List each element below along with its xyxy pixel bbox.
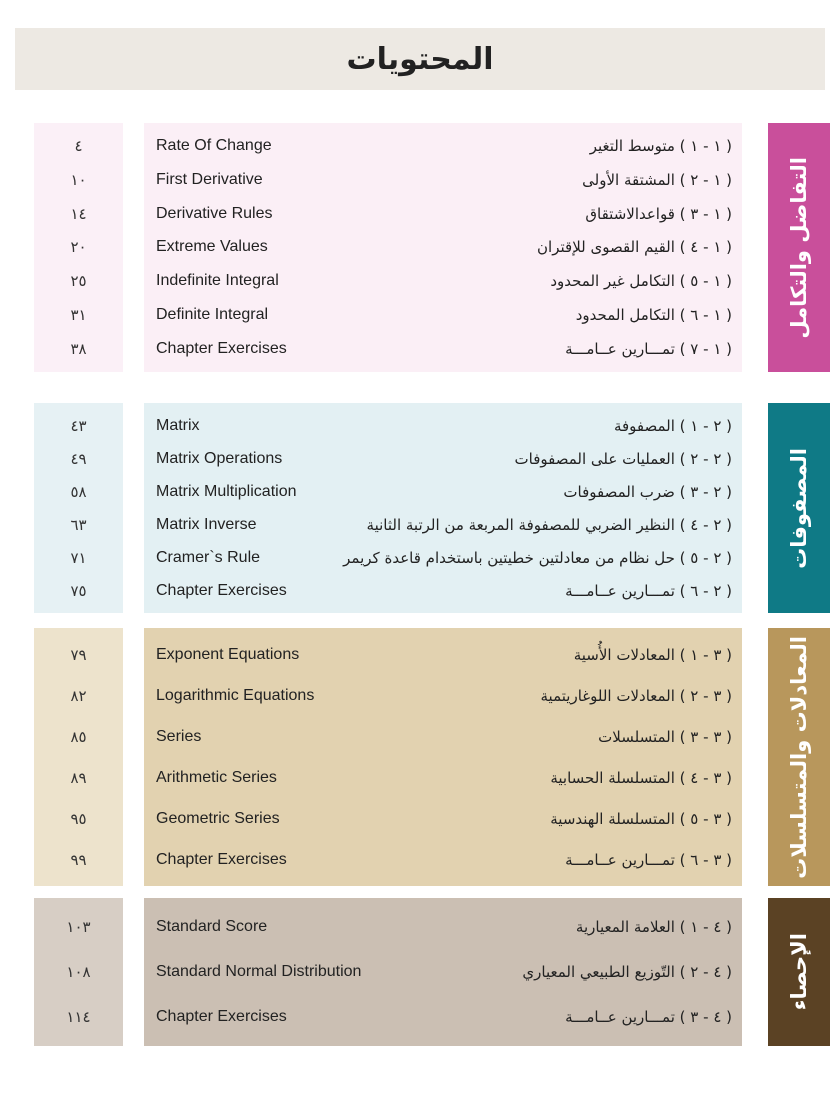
- lesson-title-english: Cramer`s Rule: [156, 548, 261, 566]
- page-number[interactable]: ٥٨: [70, 482, 87, 501]
- toc-entry[interactable]: [144, 483, 742, 501]
- lesson-title-arabic: ( ٣ - ٢ ) المعادلات اللوغاريتمية: [540, 686, 732, 705]
- toc-entry[interactable]: [144, 417, 742, 435]
- lesson-title-arabic: ( ١ - ٦ ) التكامل المحدود: [575, 306, 732, 325]
- page-number[interactable]: ٧٩: [70, 645, 87, 664]
- lesson-title-english: Chapter Exercises: [156, 339, 287, 357]
- lesson-title-english: Matrix Inverse: [156, 515, 257, 533]
- page-number[interactable]: ٤٩: [70, 449, 87, 468]
- lesson-title-english: Indefinite Integral: [156, 272, 279, 290]
- toc-entry[interactable]: [144, 769, 742, 787]
- lesson-title-arabic: ( ١ - ١ ) متوسط التغير: [589, 136, 732, 155]
- toc-entry[interactable]: [144, 687, 742, 705]
- lesson-title-english: Geometric Series: [156, 809, 280, 827]
- lesson-title-english: Matrix: [156, 416, 200, 434]
- lesson-title-english: Exponent Equations: [156, 645, 300, 663]
- lesson-title-english: Standard Normal Distribution: [156, 962, 362, 980]
- toc-entry[interactable]: [144, 171, 742, 189]
- lesson-list: [144, 123, 742, 372]
- toc-entry[interactable]: [144, 582, 742, 600]
- page-number[interactable]: ٤: [74, 136, 83, 155]
- toc-entry[interactable]: [144, 450, 742, 468]
- lesson-title-arabic: ( ٢ - ٤ ) النظير الضربي للمصفوفة المربعة من الرتبة الثانية: [366, 515, 732, 534]
- toc-entry[interactable]: [144, 646, 742, 664]
- toc-entry[interactable]: [144, 516, 742, 534]
- page-number[interactable]: ١٠٨: [66, 962, 91, 981]
- page-number[interactable]: ٢٠: [70, 238, 87, 257]
- lesson-title-english: Definite Integral: [156, 306, 269, 324]
- lesson-title-arabic: ( ١ - ٤ ) القيم القصوى للإقتران: [537, 238, 732, 257]
- toc-entry[interactable]: [144, 728, 742, 746]
- lesson-title-arabic: ( ٣ - ٥ ) المتسلسلة الهندسية: [550, 809, 732, 828]
- page-number[interactable]: ٣١: [70, 306, 87, 325]
- lesson-list: [144, 628, 742, 886]
- chapter-section: [0, 628, 838, 886]
- toc-entry[interactable]: [144, 205, 742, 223]
- page-number-column: [34, 123, 123, 372]
- toc-entry[interactable]: [144, 1008, 742, 1026]
- lesson-title-english: Chapter Exercises: [156, 581, 287, 599]
- lesson-title-english: Matrix Multiplication: [156, 482, 297, 500]
- lesson-title-arabic: ( ٤ - ٣ ) تمـــارين عــامـــة: [565, 1008, 732, 1027]
- chapter-section: [0, 403, 838, 613]
- lesson-title-english: Matrix Operations: [156, 449, 283, 467]
- chapter-title: الإحصاء: [787, 933, 811, 1011]
- chapter-title: التفاضل والتكامل: [787, 156, 811, 339]
- page-number-column: [34, 898, 123, 1046]
- lesson-title-english: Logarithmic Equations: [156, 686, 315, 704]
- chapter-section: [0, 123, 838, 372]
- page-number[interactable]: ٨٩: [70, 768, 87, 787]
- toc-entry[interactable]: [144, 851, 742, 869]
- page-number-column: [34, 628, 123, 886]
- lesson-title-arabic: ( ٣ - ١ ) المعادلات الأُسية: [573, 645, 732, 664]
- lesson-title-english: Standard Score: [156, 917, 268, 935]
- page-number[interactable]: ٤٣: [70, 416, 87, 435]
- page-number[interactable]: ٢٥: [70, 272, 87, 291]
- lesson-title-arabic: ( ٤ - ١ ) العلامة المعيارية: [575, 917, 732, 936]
- page-title: المحتويات: [346, 41, 494, 77]
- lesson-title-english: Arithmetic Series: [156, 768, 277, 786]
- lesson-title-arabic: ( ١ - ٥ ) التكامل غير المحدود: [550, 272, 732, 291]
- lesson-title-arabic: ( ١ - ٧ ) تمـــارين عــامـــة: [565, 339, 732, 358]
- page-number[interactable]: ٧١: [70, 548, 87, 567]
- page-number[interactable]: ٣٨: [70, 339, 87, 358]
- page-number[interactable]: ٧٥: [70, 581, 87, 600]
- toc-entry[interactable]: [144, 137, 742, 155]
- toc-entry[interactable]: [144, 918, 742, 936]
- lesson-title-english: Chapter Exercises: [156, 1008, 287, 1026]
- page-number-column: [34, 403, 123, 613]
- toc-entry[interactable]: [144, 238, 742, 256]
- lesson-title-arabic: ( ٢ - ٢ ) العمليات على المصفوفات: [514, 449, 732, 468]
- lesson-title-arabic: ( ٢ - ٣ ) ضرب المصفوفات: [563, 482, 732, 501]
- lesson-title-arabic: ( ٢ - ٥ ) حل نظام من معادلتين خطيتين باستخدام قاعدة كريمر: [343, 548, 732, 567]
- lesson-title-english: Derivative Rules: [156, 204, 273, 222]
- chapter-section: [0, 898, 838, 1046]
- lesson-title-arabic: ( ١ - ٢ ) المشتقة الأولى: [582, 170, 732, 189]
- page-number[interactable]: ١١٤: [66, 1008, 91, 1027]
- lesson-title-arabic: ( ٣ - ٦ ) تمـــارين عــامـــة: [565, 850, 732, 869]
- toc-entry[interactable]: [144, 340, 742, 358]
- lesson-title-arabic: ( ٤ - ٢ ) التّوزيع الطبيعي المعياري: [522, 962, 732, 981]
- lesson-title-english: Extreme Values: [156, 238, 268, 256]
- chapter-title: المصفوفات: [787, 447, 811, 569]
- toc-entry[interactable]: [144, 306, 742, 324]
- chapter-title: المعادلات والمتسلسلات: [787, 635, 811, 879]
- toc-entry[interactable]: [144, 272, 742, 290]
- page-number[interactable]: ١٠٣: [66, 917, 91, 936]
- chapter-tab[interactable]: [768, 898, 830, 1046]
- page-number[interactable]: ٨٢: [70, 686, 87, 705]
- lesson-title-arabic: ( ٣ - ٣ ) المتسلسلات: [598, 727, 732, 746]
- page-number[interactable]: ٩٩: [70, 850, 87, 869]
- lesson-title-arabic: ( ٢ - ٦ ) تمـــارين عــامـــة: [565, 581, 732, 600]
- lesson-list: [144, 403, 742, 613]
- page-header: [15, 28, 825, 90]
- toc-entry[interactable]: [144, 963, 742, 981]
- page-number[interactable]: ١٠: [70, 170, 87, 189]
- lesson-title-arabic: ( ٢ - ١ ) المصفوفة: [613, 416, 732, 435]
- lesson-list: [144, 898, 742, 1046]
- chapter-tab[interactable]: [768, 403, 830, 613]
- lesson-title-english: First Derivative: [156, 170, 263, 188]
- page-number[interactable]: ١٤: [70, 204, 87, 223]
- chapter-tab[interactable]: [768, 123, 830, 372]
- chapter-tab[interactable]: [768, 628, 830, 886]
- page-number[interactable]: ٩٥: [70, 809, 87, 828]
- lesson-title-arabic: ( ٣ - ٤ ) المتسلسلة الحسابية: [550, 768, 732, 787]
- toc-entry[interactable]: [144, 810, 742, 828]
- lesson-title-arabic: ( ١ - ٣ ) قواعدالاشتقاق: [585, 204, 732, 223]
- page-number[interactable]: ٨٥: [70, 727, 87, 746]
- toc-entry[interactable]: [144, 549, 742, 567]
- lesson-title-english: Rate Of Change: [156, 136, 272, 154]
- lesson-title-english: Chapter Exercises: [156, 850, 287, 868]
- lesson-title-english: Series: [156, 727, 202, 745]
- page-number[interactable]: ٦٣: [70, 515, 87, 534]
